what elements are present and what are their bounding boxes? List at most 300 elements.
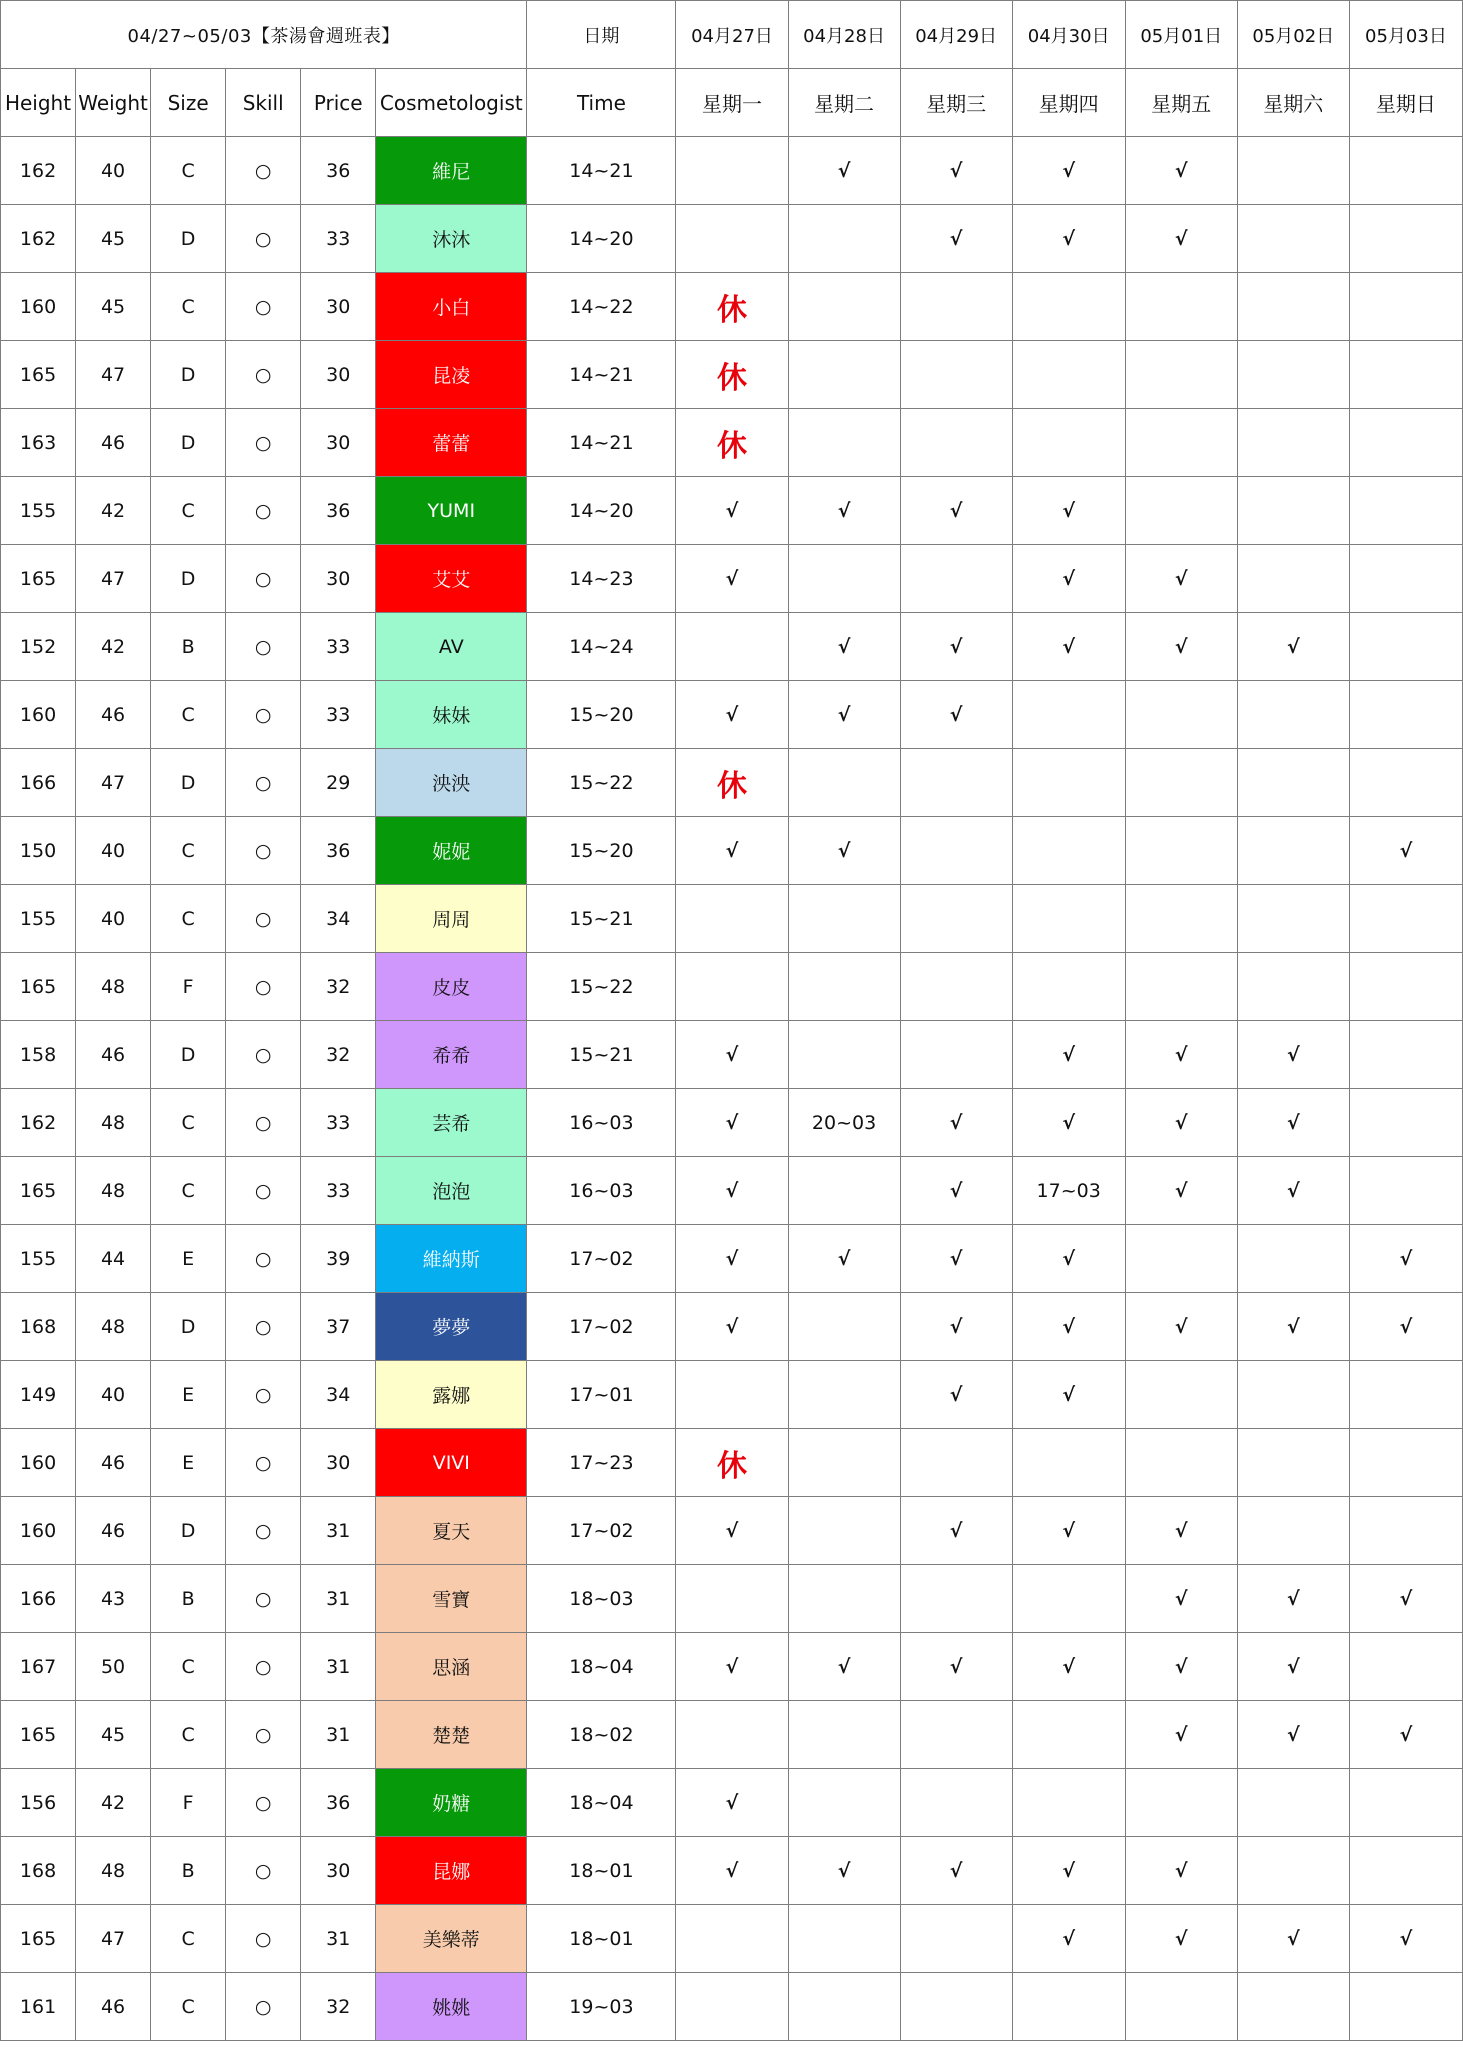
weight-cell: 47 — [76, 749, 151, 817]
price-cell: 33 — [301, 1157, 376, 1225]
on-duty-cell: √ — [1125, 1293, 1237, 1361]
time-cell: 14~21 — [527, 341, 676, 409]
cosmetologist-name-cell: 露娜 — [376, 1361, 527, 1429]
day-cell — [788, 1769, 900, 1837]
on-duty-cell: √ — [1237, 1565, 1349, 1633]
on-duty-cell: √ — [900, 477, 1012, 545]
size-cell: C — [151, 1905, 226, 1973]
cosmetologist-name-cell: 芸希 — [376, 1089, 527, 1157]
price-cell: 30 — [301, 273, 376, 341]
day-cell — [1125, 817, 1237, 885]
on-duty-cell: √ — [900, 1225, 1012, 1293]
price-cell: 30 — [301, 1837, 376, 1905]
on-duty-cell: √ — [1125, 1089, 1237, 1157]
on-duty-cell: √ — [1125, 1837, 1237, 1905]
day-cell — [1237, 1497, 1349, 1565]
time-cell: 17~01 — [527, 1361, 676, 1429]
day-cell — [676, 1565, 788, 1633]
day-cell — [1012, 341, 1125, 409]
day-cell: 17~03 — [1012, 1157, 1125, 1225]
time-cell: 15~21 — [527, 885, 676, 953]
skill-cell: ○ — [226, 1633, 301, 1701]
day-cell — [1012, 1429, 1125, 1497]
weekday-header-cell: 星期五 — [1125, 69, 1237, 137]
table-row — [1, 137, 1463, 205]
price-cell: 33 — [301, 1089, 376, 1157]
on-duty-cell: √ — [900, 1293, 1012, 1361]
day-cell — [900, 885, 1012, 953]
weekday-header-cell: 星期日 — [1349, 69, 1462, 137]
on-duty-cell: √ — [900, 1089, 1012, 1157]
day-cell — [1349, 1021, 1462, 1089]
on-duty-cell: √ — [1012, 205, 1125, 273]
on-duty-cell: √ — [1125, 1701, 1237, 1769]
weight-cell: 45 — [76, 1701, 151, 1769]
size-cell: F — [151, 953, 226, 1021]
day-cell — [900, 273, 1012, 341]
on-duty-cell: √ — [1237, 613, 1349, 681]
on-duty-cell: √ — [1125, 1565, 1237, 1633]
table-row — [1, 1973, 1463, 2041]
day-cell — [788, 1293, 900, 1361]
day-cell — [676, 205, 788, 273]
time-cell: 18~04 — [527, 1769, 676, 1837]
on-duty-cell: √ — [1237, 1157, 1349, 1225]
day-cell — [900, 1973, 1012, 2041]
day-cell — [1237, 1973, 1349, 2041]
cosmetologist-name-cell: 泱泱 — [376, 749, 527, 817]
on-duty-cell: √ — [1125, 545, 1237, 613]
day-cell — [1125, 1429, 1237, 1497]
day-cell — [788, 1361, 900, 1429]
height-cell: 160 — [1, 681, 76, 749]
day-cell — [788, 1701, 900, 1769]
cosmetologist-name-cell: YUMI — [376, 477, 527, 545]
day-cell — [1012, 885, 1125, 953]
on-duty-cell: √ — [1237, 1701, 1349, 1769]
height-cell: 155 — [1, 477, 76, 545]
price-cell: 31 — [301, 1497, 376, 1565]
day-cell — [788, 1429, 900, 1497]
table-row — [1, 1089, 1463, 1157]
time-cell: 14~21 — [527, 137, 676, 205]
column-header-time: Time — [527, 69, 676, 137]
weight-cell: 50 — [76, 1633, 151, 1701]
day-cell — [900, 341, 1012, 409]
price-cell: 36 — [301, 137, 376, 205]
day-off-cell: 休 — [676, 341, 788, 409]
day-cell — [1125, 477, 1237, 545]
day-cell — [1349, 545, 1462, 613]
day-cell — [1237, 409, 1349, 477]
cosmetologist-name-cell: 姚姚 — [376, 1973, 527, 2041]
day-cell — [1125, 1225, 1237, 1293]
cosmetologist-name-cell: 妮妮 — [376, 817, 527, 885]
height-cell: 166 — [1, 1565, 76, 1633]
price-cell: 33 — [301, 613, 376, 681]
table-row — [1, 1905, 1463, 1973]
column-header-price: Price — [301, 69, 376, 137]
price-cell: 39 — [301, 1225, 376, 1293]
table-row — [1, 885, 1463, 953]
table-row — [1, 1837, 1463, 1905]
weight-cell: 45 — [76, 273, 151, 341]
day-cell — [1012, 409, 1125, 477]
day-off-cell: 休 — [676, 273, 788, 341]
day-cell — [1125, 341, 1237, 409]
size-cell: E — [151, 1225, 226, 1293]
on-duty-cell: √ — [1012, 1293, 1125, 1361]
size-cell: F — [151, 1769, 226, 1837]
price-cell: 32 — [301, 1973, 376, 2041]
height-cell: 165 — [1, 341, 76, 409]
day-cell — [1237, 205, 1349, 273]
time-cell: 18~04 — [527, 1633, 676, 1701]
on-duty-cell: √ — [676, 1225, 788, 1293]
day-cell — [1012, 1565, 1125, 1633]
time-cell: 18~01 — [527, 1905, 676, 1973]
skill-cell: ○ — [226, 1089, 301, 1157]
day-cell — [900, 1701, 1012, 1769]
cosmetologist-name-cell: 楚楚 — [376, 1701, 527, 1769]
day-cell — [676, 1361, 788, 1429]
day-cell — [1012, 1973, 1125, 2041]
day-cell — [900, 545, 1012, 613]
cosmetologist-name-cell: 夏天 — [376, 1497, 527, 1565]
on-duty-cell: √ — [788, 1225, 900, 1293]
on-duty-cell: √ — [1012, 613, 1125, 681]
size-cell: D — [151, 545, 226, 613]
weight-cell: 42 — [76, 1769, 151, 1837]
on-duty-cell: √ — [1012, 1361, 1125, 1429]
height-cell: 165 — [1, 545, 76, 613]
on-duty-cell: √ — [676, 1293, 788, 1361]
skill-cell: ○ — [226, 1905, 301, 1973]
cosmetologist-name-cell: 沐沐 — [376, 205, 527, 273]
day-cell — [788, 953, 900, 1021]
price-cell: 33 — [301, 681, 376, 749]
time-cell: 18~01 — [527, 1837, 676, 1905]
weekday-header-cell: 星期二 — [788, 69, 900, 137]
day-cell — [900, 409, 1012, 477]
price-cell: 30 — [301, 545, 376, 613]
cosmetologist-name-cell: 奶糖 — [376, 1769, 527, 1837]
time-cell: 15~22 — [527, 749, 676, 817]
cosmetologist-name-cell: 周周 — [376, 885, 527, 953]
price-cell: 36 — [301, 477, 376, 545]
day-off-cell: 休 — [676, 409, 788, 477]
skill-cell: ○ — [226, 613, 301, 681]
table-row — [1, 953, 1463, 1021]
height-cell: 163 — [1, 409, 76, 477]
time-cell: 15~22 — [527, 953, 676, 1021]
day-cell — [1012, 1701, 1125, 1769]
day-cell — [1125, 953, 1237, 1021]
cosmetologist-name-cell: 皮皮 — [376, 953, 527, 1021]
on-duty-cell: √ — [676, 817, 788, 885]
day-cell — [1125, 885, 1237, 953]
date-header-cell: 04月30日 — [1012, 1, 1125, 69]
on-duty-cell: √ — [1012, 1905, 1125, 1973]
weight-cell: 46 — [76, 1497, 151, 1565]
skill-cell: ○ — [226, 545, 301, 613]
day-cell — [1125, 1769, 1237, 1837]
time-cell: 17~02 — [527, 1497, 676, 1565]
skill-cell: ○ — [226, 1293, 301, 1361]
time-cell: 17~23 — [527, 1429, 676, 1497]
size-cell: C — [151, 1157, 226, 1225]
price-cell: 30 — [301, 341, 376, 409]
size-cell: C — [151, 1701, 226, 1769]
price-cell: 36 — [301, 1769, 376, 1837]
day-cell — [788, 1905, 900, 1973]
on-duty-cell: √ — [676, 1633, 788, 1701]
on-duty-cell: √ — [788, 1633, 900, 1701]
time-cell: 14~20 — [527, 477, 676, 545]
table-row — [1, 545, 1463, 613]
day-cell — [900, 1021, 1012, 1089]
on-duty-cell: √ — [788, 613, 900, 681]
day-cell — [676, 137, 788, 205]
table-row — [1, 273, 1463, 341]
day-cell — [1349, 1497, 1462, 1565]
table-row — [1, 477, 1463, 545]
column-header-skill: Skill — [226, 69, 301, 137]
day-cell — [676, 613, 788, 681]
column-header-size: Size — [151, 69, 226, 137]
size-cell: C — [151, 1089, 226, 1157]
on-duty-cell: √ — [900, 1157, 1012, 1225]
weekday-header-cell: 星期四 — [1012, 69, 1125, 137]
weight-cell: 47 — [76, 341, 151, 409]
time-cell: 16~03 — [527, 1089, 676, 1157]
day-cell — [1349, 1089, 1462, 1157]
size-cell: C — [151, 477, 226, 545]
day-cell — [1349, 613, 1462, 681]
height-cell: 165 — [1, 1157, 76, 1225]
day-cell — [1237, 1361, 1349, 1429]
table-row — [1, 1497, 1463, 1565]
on-duty-cell: √ — [676, 1089, 788, 1157]
skill-cell: ○ — [226, 749, 301, 817]
skill-cell: ○ — [226, 1565, 301, 1633]
time-cell: 17~02 — [527, 1293, 676, 1361]
day-cell — [1237, 137, 1349, 205]
weight-cell: 48 — [76, 1089, 151, 1157]
day-off-cell: 休 — [676, 1429, 788, 1497]
date-header-cell: 04月28日 — [788, 1, 900, 69]
on-duty-cell: √ — [676, 1769, 788, 1837]
on-duty-cell: √ — [1125, 1905, 1237, 1973]
on-duty-cell: √ — [1012, 1225, 1125, 1293]
cosmetologist-name-cell: 維尼 — [376, 137, 527, 205]
date-header-cell: 04月27日 — [676, 1, 788, 69]
skill-cell: ○ — [226, 1157, 301, 1225]
day-cell — [1125, 749, 1237, 817]
table-row — [1, 613, 1463, 681]
table-row — [1, 1225, 1463, 1293]
time-cell: 16~03 — [527, 1157, 676, 1225]
day-cell — [1237, 817, 1349, 885]
table-row — [1, 749, 1463, 817]
day-cell — [1349, 1973, 1462, 2041]
weight-cell: 46 — [76, 1429, 151, 1497]
price-cell: 34 — [301, 885, 376, 953]
day-cell — [1237, 749, 1349, 817]
on-duty-cell: √ — [900, 137, 1012, 205]
size-cell: D — [151, 749, 226, 817]
day-cell — [1349, 477, 1462, 545]
table-row — [1, 1701, 1463, 1769]
day-cell — [788, 1021, 900, 1089]
table-row — [1, 1021, 1463, 1089]
size-cell: D — [151, 1497, 226, 1565]
column-header-cosmetologist: Cosmetologist — [376, 69, 527, 137]
day-cell — [1237, 1225, 1349, 1293]
day-cell — [1349, 409, 1462, 477]
height-cell: 160 — [1, 1429, 76, 1497]
weekday-header-cell: 星期一 — [676, 69, 788, 137]
height-cell: 156 — [1, 1769, 76, 1837]
height-cell: 150 — [1, 817, 76, 885]
day-cell — [1349, 1633, 1462, 1701]
day-cell — [1125, 1361, 1237, 1429]
day-cell — [1012, 1769, 1125, 1837]
date-header-cell: 04月29日 — [900, 1, 1012, 69]
weight-cell: 40 — [76, 137, 151, 205]
cosmetologist-name-cell: 小白 — [376, 273, 527, 341]
on-duty-cell: √ — [1012, 545, 1125, 613]
skill-cell: ○ — [226, 1497, 301, 1565]
day-cell — [900, 953, 1012, 1021]
day-cell — [788, 205, 900, 273]
size-cell: B — [151, 1837, 226, 1905]
day-cell — [788, 885, 900, 953]
time-cell: 14~23 — [527, 545, 676, 613]
on-duty-cell: √ — [676, 545, 788, 613]
price-cell: 29 — [301, 749, 376, 817]
on-duty-cell: √ — [1125, 1497, 1237, 1565]
skill-cell: ○ — [226, 885, 301, 953]
on-duty-cell: √ — [1237, 1021, 1349, 1089]
time-cell: 14~21 — [527, 409, 676, 477]
size-cell: D — [151, 341, 226, 409]
price-cell: 33 — [301, 205, 376, 273]
on-duty-cell: √ — [1012, 1633, 1125, 1701]
price-cell: 37 — [301, 1293, 376, 1361]
on-duty-cell: √ — [788, 477, 900, 545]
on-duty-cell: √ — [900, 1837, 1012, 1905]
weight-cell: 47 — [76, 1905, 151, 1973]
weight-cell: 45 — [76, 205, 151, 273]
on-duty-cell: √ — [1349, 1293, 1462, 1361]
time-cell: 17~02 — [527, 1225, 676, 1293]
on-duty-cell: √ — [1125, 613, 1237, 681]
height-cell: 155 — [1, 1225, 76, 1293]
day-cell — [788, 1497, 900, 1565]
table-row — [1, 1565, 1463, 1633]
day-cell — [1125, 273, 1237, 341]
on-duty-cell: √ — [676, 1157, 788, 1225]
size-cell: E — [151, 1429, 226, 1497]
day-cell — [788, 1157, 900, 1225]
skill-cell: ○ — [226, 273, 301, 341]
weight-cell: 46 — [76, 1973, 151, 2041]
size-cell: B — [151, 1565, 226, 1633]
skill-cell: ○ — [226, 1837, 301, 1905]
cosmetologist-name-cell: 維納斯 — [376, 1225, 527, 1293]
on-duty-cell: √ — [1012, 1089, 1125, 1157]
day-cell — [1349, 273, 1462, 341]
day-cell — [1349, 1157, 1462, 1225]
column-header-height: Height — [1, 69, 76, 137]
on-duty-cell: √ — [1012, 477, 1125, 545]
skill-cell: ○ — [226, 477, 301, 545]
day-cell — [1349, 1361, 1462, 1429]
time-cell: 14~24 — [527, 613, 676, 681]
day-cell — [788, 1973, 900, 2041]
table-row — [1, 681, 1463, 749]
day-cell — [900, 749, 1012, 817]
day-cell — [1125, 1973, 1237, 2041]
day-cell — [1012, 749, 1125, 817]
on-duty-cell: √ — [900, 1361, 1012, 1429]
height-cell: 149 — [1, 1361, 76, 1429]
cosmetologist-name-cell: VIVI — [376, 1429, 527, 1497]
day-cell — [1012, 273, 1125, 341]
day-cell — [1125, 681, 1237, 749]
weight-cell: 42 — [76, 613, 151, 681]
day-cell — [1349, 1429, 1462, 1497]
table-row — [1, 1157, 1463, 1225]
day-cell — [1237, 1769, 1349, 1837]
skill-cell: ○ — [226, 1429, 301, 1497]
on-duty-cell: √ — [676, 681, 788, 749]
weekday-header-cell: 星期三 — [900, 69, 1012, 137]
height-cell: 160 — [1, 273, 76, 341]
height-cell: 160 — [1, 1497, 76, 1565]
day-cell — [1349, 749, 1462, 817]
weight-cell: 48 — [76, 1837, 151, 1905]
skill-cell: ○ — [226, 681, 301, 749]
day-cell — [1237, 953, 1349, 1021]
day-cell — [788, 409, 900, 477]
cosmetologist-name-cell: 昆娜 — [376, 1837, 527, 1905]
skill-cell: ○ — [226, 341, 301, 409]
weight-cell: 43 — [76, 1565, 151, 1633]
cosmetologist-name-cell: AV — [376, 613, 527, 681]
on-duty-cell: √ — [676, 477, 788, 545]
size-cell: D — [151, 1293, 226, 1361]
cosmetologist-name-cell: 艾艾 — [376, 545, 527, 613]
cosmetologist-name-cell: 昆凌 — [376, 341, 527, 409]
on-duty-cell: √ — [788, 1837, 900, 1905]
table-row — [1, 1361, 1463, 1429]
price-cell: 31 — [301, 1905, 376, 1973]
on-duty-cell: √ — [676, 1837, 788, 1905]
height-cell: 167 — [1, 1633, 76, 1701]
table-row — [1, 1429, 1463, 1497]
size-cell: C — [151, 273, 226, 341]
table-row — [1, 409, 1463, 477]
table-row — [1, 1293, 1463, 1361]
day-cell: 20~03 — [788, 1089, 900, 1157]
on-duty-cell: √ — [1349, 1701, 1462, 1769]
day-cell — [1237, 545, 1349, 613]
day-cell — [1349, 953, 1462, 1021]
skill-cell: ○ — [226, 1021, 301, 1089]
day-cell — [1237, 477, 1349, 545]
